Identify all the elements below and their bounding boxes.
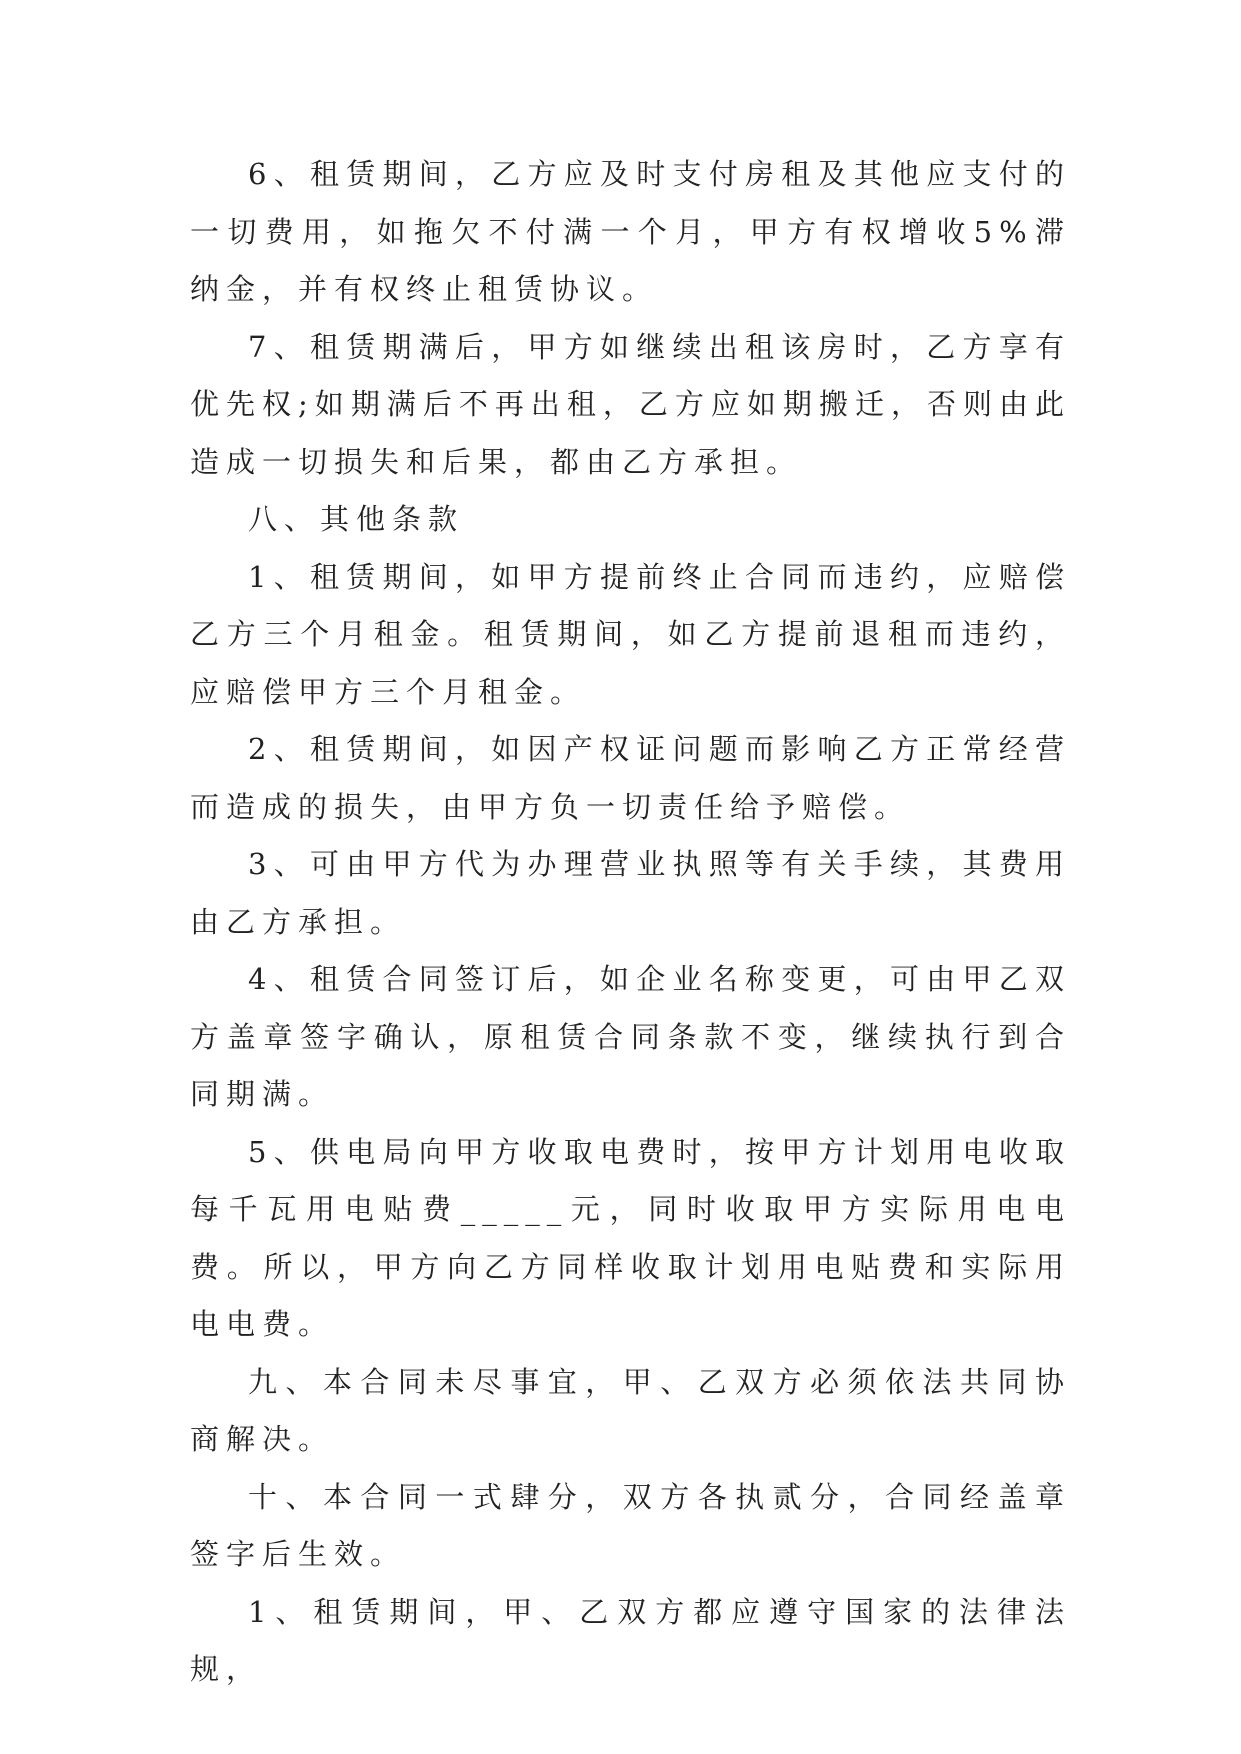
paragraph-other-terms-1: 1、租赁期间，如甲方提前终止合同而违约，应赔偿乙方三个月租金。租赁期间，如乙方提前退租而违约，应赔偿甲方三个月租金。 [190,559,1071,709]
paragraph-clause-6: 6、租赁期间，乙方应及时支付房租及其他应支付的一切费用，如拖欠不付满一个月，甲方有权增收5%滞纳金，并有权终止租赁协议。 [190,157,1071,306]
paragraph-section-9: 九、本合同未尽事宜，甲、乙双方必须依法共同协商解决。 [190,1364,1071,1456]
paragraph-final-clause-1: 1、租赁期间，甲、乙双方都应遵守国家的法律法规， [190,1594,1071,1686]
paragraph-other-terms-3: 3、可由甲方代为办理营业执照等有关手续，其费用由乙方承担。 [190,847,1071,939]
section-heading-other-terms: 八、其他条款 [248,502,465,536]
paragraph-other-terms-4: 4、租赁合同签订后，如企业名称变更，可由甲乙双方盖章签字确认，原租赁合同条款不变，继续执行到合同期满。 [190,962,1071,1111]
paragraph-section-10: 十、本合同一式肆分，双方各执贰分，合同经盖章签字后生效。 [190,1479,1071,1571]
paragraph-clause-7: 7、租赁期满后，甲方如继续出租该房时，乙方享有优先权;如期满后不再出租，乙方应如期搬迁，否则由此造成一切损失和后果，都由乙方承担。 [190,329,1071,479]
paragraph-other-terms-5: 5、供电局向甲方收取电费时，按甲方计划用电收取每千瓦用电贴费_____元，同时收取甲方实际用电电费。所以，甲方向乙方同样收取计划用电贴费和实际用电电费。 [190,1134,1071,1341]
paragraph-other-terms-2: 2、租赁期间，如因产权证问题而影响乙方正常经营而造成的损失，由甲方负一切责任给予赔偿。 [190,732,1071,824]
